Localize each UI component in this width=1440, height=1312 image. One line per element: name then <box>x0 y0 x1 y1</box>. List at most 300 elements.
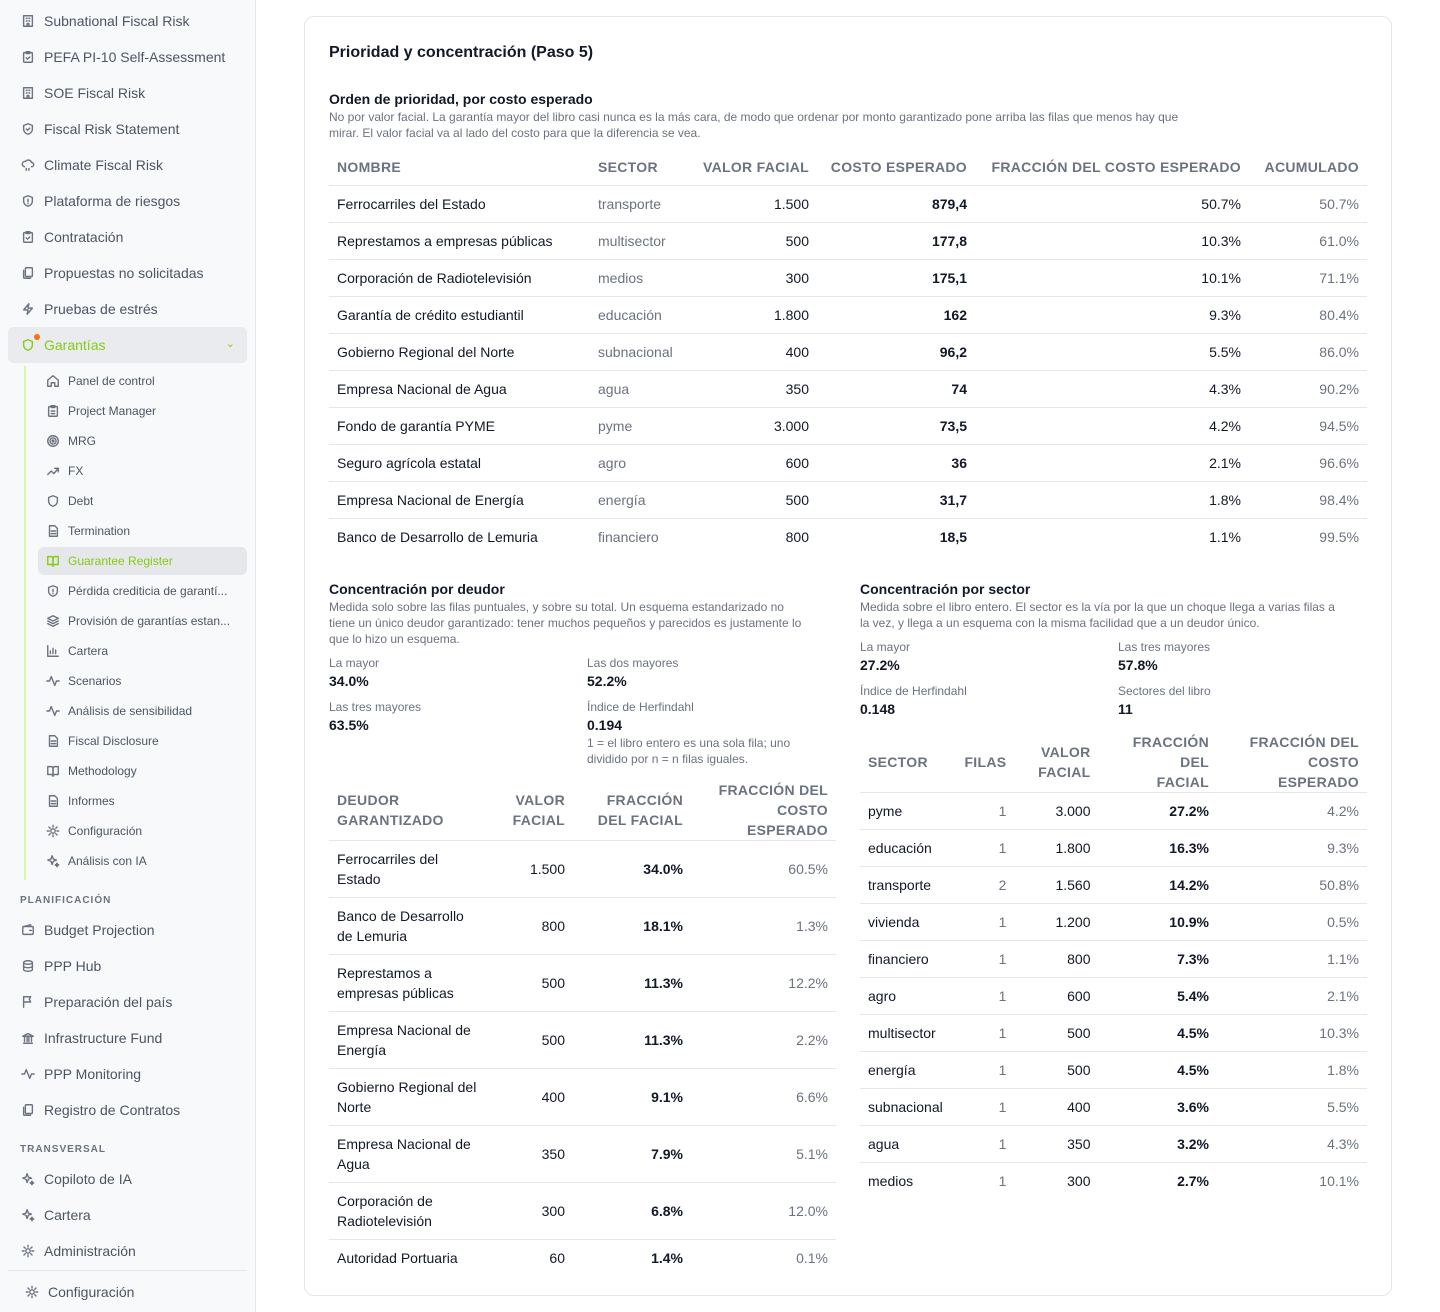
cell-valor-facial: 1.500 <box>686 185 817 222</box>
shield-check-icon <box>20 121 36 137</box>
priority-desc-line2: mirar. El valor facial va al lado del costo para que la diferencia se vea. <box>329 126 701 140</box>
sidebar-item-label: Fiscal Risk Statement <box>44 121 180 137</box>
subitem-project-manager[interactable] <box>38 397 247 425</box>
cell-acumulado: 86.0% <box>1249 333 1367 370</box>
flag-icon <box>20 994 36 1010</box>
cell-sector: subnacional <box>590 333 686 370</box>
subitem-label: Panel de control <box>68 374 155 388</box>
subitem-methodology[interactable] <box>38 757 247 785</box>
sidebar-item-pefa[interactable] <box>8 39 247 75</box>
col-header-acumulado[interactable]: ACUMULADO <box>1264 159 1359 176</box>
cell-valor-facial: 1.560 <box>1014 867 1098 904</box>
subitem-label: FX <box>68 464 84 478</box>
cell-costo-esperado: 31,7 <box>817 481 975 518</box>
cell-valor-facial: 600 <box>1014 978 1098 1015</box>
cell-filas: 1 <box>951 904 1015 941</box>
cell-fraccion-costo: 12.2% <box>691 955 836 1012</box>
sidebar-item-infrastructure-fund[interactable] <box>8 1020 247 1056</box>
table-row[interactable] <box>329 259 1367 296</box>
cell-acumulado: 96.6% <box>1249 444 1367 481</box>
cell-fraccion-facial: 6.8% <box>573 1183 691 1240</box>
col-header-nombre[interactable]: NOMBRE <box>337 159 402 176</box>
layers-icon <box>46 614 60 628</box>
shield-alert-icon <box>46 584 60 598</box>
clipboard-icon <box>46 404 60 418</box>
subitem-label: Provisión de garantías estan... <box>68 614 231 628</box>
cell-fraccion-costo: 9.3% <box>975 296 1249 333</box>
chevron-down-icon[interactable]: ⌄ <box>225 338 235 350</box>
table-row[interactable] <box>860 978 1367 1015</box>
cell-filas: 2 <box>951 867 1015 904</box>
subitem-mrg[interactable] <box>38 427 247 455</box>
cell-acumulado: 98.4% <box>1249 481 1367 518</box>
cell-nombre: Empresa Nacional de Energía <box>329 481 590 518</box>
subitem-label: Fiscal Disclosure <box>68 734 159 748</box>
cell-fraccion-costo: 1.3% <box>691 898 836 955</box>
cell-sector: agua <box>590 370 686 407</box>
table-row[interactable] <box>329 370 1367 407</box>
cell-nombre: Garantía de crédito estudiantil <box>329 296 590 333</box>
table-header-row <box>329 780 836 841</box>
table-row[interactable] <box>329 1183 836 1240</box>
cell-sector: subnacional <box>860 1089 951 1126</box>
cell-fraccion-facial: 10.9% <box>1099 904 1218 941</box>
table-row[interactable] <box>329 1126 836 1183</box>
cell-fraccion-costo: 10.3% <box>975 222 1249 259</box>
table-row[interactable] <box>860 830 1367 867</box>
debtor-top2-value: 52.2% <box>587 673 627 689</box>
table-row[interactable] <box>860 904 1367 941</box>
table-row[interactable] <box>860 793 1367 830</box>
cell-deudor: Gobierno Regional del Norte <box>329 1069 499 1126</box>
subitem-perdida-crediticia[interactable] <box>38 577 247 605</box>
cell-valor-facial: 350 <box>686 370 817 407</box>
cell-deudor: Ferrocarriles del Estado <box>329 841 499 898</box>
cell-deudor: Autoridad Portuaria <box>329 1240 499 1276</box>
file-text-icon <box>46 524 60 538</box>
page-title: Prioridad y concentración (Paso 5) <box>329 44 594 61</box>
cell-fraccion-facial: 5.4% <box>1099 978 1218 1015</box>
shield-icon <box>20 337 36 353</box>
building-icon <box>20 85 36 101</box>
cell-acumulado: 80.4% <box>1249 296 1367 333</box>
cloud-rain-icon <box>20 157 36 173</box>
sidebar-item-label: Preparación del país <box>44 994 173 1010</box>
cell-fraccion-costo: 5.5% <box>975 333 1249 370</box>
cell-nombre: Corporación de Radiotelevisión <box>329 259 590 296</box>
subitem-label: Análisis de sensibilidad <box>68 704 193 718</box>
col-header-fraccion-facial[interactable]: FRACCIÓN DEL FACIAL <box>1132 734 1209 790</box>
sidebar-item-label: Subnational Fiscal Risk <box>44 13 190 29</box>
subitem-configuracion[interactable] <box>38 817 247 845</box>
sidebar-item-label: Copiloto de IA <box>44 1171 132 1187</box>
cell-filas: 1 <box>951 978 1015 1015</box>
landmark-icon <box>20 1030 36 1046</box>
cell-fraccion-facial: 4.5% <box>1099 1015 1218 1052</box>
cell-fraccion-costo: 10.3% <box>1217 1015 1367 1052</box>
subitem-cartera[interactable] <box>38 637 247 665</box>
col-header-sector[interactable]: SECTOR <box>868 754 928 770</box>
priority-desc-line1: No por valor facial. La garantía mayor del libro casi nunca es la más cara, de modo que ordenar por monto garantizado pone arriba las filas que menos hay que <box>329 110 1179 124</box>
cell-nombre: Banco de Desarrollo de Lemuria <box>329 518 590 555</box>
subitem-analisis-sensibilidad[interactable] <box>38 697 247 725</box>
building-icon <box>20 13 36 29</box>
sidebar-item-label: Registro de Contratos <box>44 1102 181 1118</box>
cell-valor-facial: 400 <box>686 333 817 370</box>
cell-valor-facial: 500 <box>1014 1052 1098 1089</box>
table-row[interactable] <box>329 481 1367 518</box>
cell-fraccion-costo: 1.8% <box>975 481 1249 518</box>
cell-valor-facial: 500 <box>499 955 573 1012</box>
sector-hhi-label: Índice de Herfindahl <box>860 684 967 698</box>
subitem-informes[interactable] <box>38 787 247 815</box>
cell-fraccion-facial: 3.6% <box>1099 1089 1218 1126</box>
cell-fraccion-facial: 4.5% <box>1099 1052 1218 1089</box>
subitem-label: Pérdida crediticia de garantí... <box>68 584 228 598</box>
cell-fraccion-costo: 10.1% <box>1217 1163 1367 1200</box>
sidebar-item-fiscal-risk-statement[interactable] <box>8 111 247 147</box>
clipboard-check-icon <box>20 229 36 245</box>
cell-fraccion-costo: 5.1% <box>691 1126 836 1183</box>
cell-nombre: Seguro agrícola estatal <box>329 444 590 481</box>
database-icon <box>20 958 36 974</box>
cell-valor-facial: 400 <box>499 1069 573 1126</box>
target-icon <box>46 434 60 448</box>
sector-desc-line1: Medida sobre el libro entero. El sector es la vía por la que un choque llega a varias filas a <box>860 600 1335 614</box>
sidebar-item-subnational-fiscal-risk[interactable] <box>8 3 247 39</box>
cell-fraccion-costo: 4.2% <box>975 407 1249 444</box>
cell-valor-facial: 350 <box>1014 1126 1098 1163</box>
table-row[interactable] <box>860 1089 1367 1126</box>
gear-icon <box>24 1284 40 1300</box>
col-header-filas[interactable]: FILAS <box>964 754 1007 770</box>
book-open-icon <box>46 764 60 778</box>
cell-fraccion-facial: 11.3% <box>573 1012 691 1069</box>
sidebar-item-label: Configuración <box>48 1284 135 1300</box>
subitem-label: Cartera <box>68 644 109 658</box>
sidebar-item-label: Administración <box>44 1243 136 1259</box>
table-row[interactable] <box>329 898 836 955</box>
cell-sector: multisector <box>860 1015 951 1052</box>
col-header-sector[interactable]: SECTOR <box>598 159 658 176</box>
section-label-planificacion: PLANIFICACIÓN <box>20 895 112 906</box>
sector-hhi-value: 0.148 <box>860 701 896 717</box>
col-header-valor-facial[interactable]: VALOR FACIAL <box>1038 744 1091 780</box>
cell-filas: 1 <box>951 793 1015 830</box>
table-row[interactable] <box>329 407 1367 444</box>
subitem-debt[interactable] <box>38 487 247 515</box>
sidebar-item-label: Pruebas de estrés <box>44 301 158 317</box>
sector-top3-value: 57.8% <box>1118 657 1158 673</box>
cell-nombre: Ferrocarriles del Estado <box>329 185 590 222</box>
cell-sector: medios <box>860 1163 951 1200</box>
col-header-valor-facial[interactable]: VALOR FACIAL <box>512 792 565 828</box>
debtor-top1-value: 34.0% <box>329 673 369 689</box>
home-icon <box>46 374 60 388</box>
subitem-label: Informes <box>68 794 115 808</box>
cell-fraccion-facial: 27.2% <box>1099 793 1218 830</box>
cell-acumulado: 99.5% <box>1249 518 1367 555</box>
cell-sector: agua <box>860 1126 951 1163</box>
cell-filas: 1 <box>951 1126 1015 1163</box>
cell-acumulado: 71.1% <box>1249 259 1367 296</box>
table-row[interactable] <box>329 955 836 1012</box>
cell-sector: financiero <box>590 518 686 555</box>
sidebar-item-label: PEFA PI-10 Self-Assessment <box>44 49 226 65</box>
cell-valor-facial: 1.500 <box>499 841 573 898</box>
cell-fraccion-costo: 1.1% <box>1217 941 1367 978</box>
cell-valor-facial: 800 <box>1014 941 1098 978</box>
cell-costo-esperado: 36 <box>817 444 975 481</box>
cell-costo-esperado: 177,8 <box>817 222 975 259</box>
subitem-analisis-ia[interactable] <box>38 847 247 875</box>
wallet-icon <box>20 922 36 938</box>
debtor-concentration-table <box>329 780 836 1276</box>
subitem-panel-de-control[interactable] <box>38 367 247 395</box>
cell-sector: pyme <box>860 793 951 830</box>
subitem-label: Scenarios <box>68 674 122 688</box>
table-row[interactable] <box>329 185 1367 222</box>
sidebar-item-configuracion-footer[interactable] <box>8 1274 247 1310</box>
subitem-label: Project Manager <box>68 404 157 418</box>
table-row[interactable] <box>329 1240 836 1276</box>
sidebar-item-label: PPP Monitoring <box>44 1066 142 1082</box>
section-label-transversal: TRANSVERSAL <box>20 1144 107 1155</box>
cell-valor-facial: 500 <box>499 1012 573 1069</box>
shield-icon <box>46 494 60 508</box>
sidebar-item-administracion[interactable] <box>8 1233 247 1269</box>
cell-acumulado: 61.0% <box>1249 222 1367 259</box>
sidebar-item-soe-fiscal-risk[interactable] <box>8 75 247 111</box>
zap-icon <box>20 301 36 317</box>
table-row[interactable] <box>329 1012 836 1069</box>
table-row[interactable] <box>860 1126 1367 1163</box>
table-row[interactable] <box>860 1015 1367 1052</box>
sidebar-item-contratacion[interactable] <box>8 219 247 255</box>
cell-costo-esperado: 175,1 <box>817 259 975 296</box>
subitem-label: MRG <box>68 434 96 448</box>
col-header-fraccion-costo[interactable]: FRACCIÓN DEL COSTO ESPERADO <box>718 782 828 838</box>
sidebar-item-label: SOE Fiscal Risk <box>44 85 146 101</box>
sidebar-item-pruebas-estres[interactable] <box>8 291 247 327</box>
cell-nombre: Empresa Nacional de Agua <box>329 370 590 407</box>
sector-concentration-table <box>860 732 1367 1200</box>
cell-sector: agro <box>590 444 686 481</box>
cell-filas: 1 <box>951 1163 1015 1200</box>
cell-fraccion-facial: 7.9% <box>573 1126 691 1183</box>
subitem-provision-garantias[interactable] <box>38 607 247 635</box>
table-row[interactable] <box>860 941 1367 978</box>
cell-sector: transporte <box>860 867 951 904</box>
cell-fraccion-costo: 9.3% <box>1217 830 1367 867</box>
table-row[interactable] <box>329 296 1367 333</box>
cell-fraccion-costo: 50.8% <box>1217 867 1367 904</box>
col-header-fraccion-costo[interactable]: FRACCIÓN DEL COSTO ESPERADO <box>991 159 1241 176</box>
cell-valor-facial: 3.000 <box>686 407 817 444</box>
table-row[interactable] <box>860 1052 1367 1089</box>
subitem-fx[interactable] <box>38 457 247 485</box>
table-row[interactable] <box>860 1163 1367 1200</box>
col-header-deudor[interactable]: DEUDOR GARANTIZADO <box>337 792 444 828</box>
sidebar-item-propuestas[interactable] <box>8 255 247 291</box>
cell-sector: transporte <box>590 185 686 222</box>
cell-fraccion-costo: 2.1% <box>1217 978 1367 1015</box>
sidebar-item-label: Infrastructure Fund <box>44 1030 163 1046</box>
debtor-top3-label: Las tres mayores <box>329 700 422 714</box>
cell-fraccion-costo: 1.1% <box>975 518 1249 555</box>
debtor-top2-label: Las dos mayores <box>587 656 679 670</box>
cell-sector: vivienda <box>860 904 951 941</box>
trending-up-icon <box>46 464 60 478</box>
book-open-icon <box>46 554 60 568</box>
subitem-termination[interactable] <box>38 517 247 545</box>
subitem-label: Debt <box>68 494 94 508</box>
sidebar-item-garantias[interactable] <box>8 327 247 363</box>
cell-valor-facial: 500 <box>686 222 817 259</box>
priority-table <box>329 150 1367 555</box>
debtor-desc-line2: tiene un único deudor garantizado: tener muchos pequeños y parecidos es justamente lo <box>329 616 802 630</box>
subitem-guarantee-register[interactable] <box>38 547 247 575</box>
cell-valor-facial: 400 <box>1014 1089 1098 1126</box>
cell-deudor: Represtamos a empresas públicas <box>329 955 499 1012</box>
cell-fraccion-facial: 34.0% <box>573 841 691 898</box>
cell-fraccion-costo: 10.1% <box>975 259 1249 296</box>
sidebar-item-ppp-monitoring[interactable] <box>8 1056 247 1092</box>
cell-filas: 1 <box>951 1052 1015 1089</box>
sidebar-item-registro-contratos[interactable] <box>8 1092 247 1128</box>
sidebar-item-label: Climate Fiscal Risk <box>44 157 164 173</box>
file-stack-icon <box>20 1102 36 1118</box>
debtor-hhi-label: Índice de Herfindahl <box>587 700 694 714</box>
cell-filas: 1 <box>951 1089 1015 1126</box>
cell-valor-facial: 1.200 <box>1014 904 1098 941</box>
table-header-row <box>860 732 1367 793</box>
sidebar-item-budget-projection[interactable] <box>8 912 247 948</box>
cell-filas: 1 <box>951 830 1015 867</box>
cell-fraccion-facial: 11.3% <box>573 955 691 1012</box>
bar-chart-icon <box>46 644 60 658</box>
cell-costo-esperado: 162 <box>817 296 975 333</box>
cell-sector: energía <box>590 481 686 518</box>
cell-costo-esperado: 18,5 <box>817 518 975 555</box>
sparkles-icon <box>20 1207 36 1223</box>
debtor-hhi-value: 0.194 <box>587 717 623 733</box>
cell-valor-facial: 1.800 <box>1014 830 1098 867</box>
debtor-hhi-note-line1: 1 = el libro entero es una sola fila; uno <box>587 736 791 750</box>
cell-deudor: Corporación de Radiotelevisión <box>329 1183 499 1240</box>
cell-deudor: Empresa Nacional de Agua <box>329 1126 499 1183</box>
activity-icon <box>46 704 60 718</box>
sidebar-item-ppp-hub[interactable] <box>8 948 247 984</box>
cell-acumulado: 90.2% <box>1249 370 1367 407</box>
debtor-desc-line1: Medida solo sobre las filas puntuales, y sobre su total. Un esquema estandarizado no <box>329 600 784 614</box>
alert-dot <box>34 334 40 340</box>
cell-costo-esperado: 96,2 <box>817 333 975 370</box>
table-row[interactable] <box>860 867 1367 904</box>
table-row[interactable] <box>329 444 1367 481</box>
subitem-scenarios[interactable] <box>38 667 247 695</box>
cell-deudor: Banco de Desarrollo de Lemuria <box>329 898 499 955</box>
sidebar-item-label: Cartera <box>44 1207 91 1223</box>
gear-icon <box>46 824 60 838</box>
cell-costo-esperado: 879,4 <box>817 185 975 222</box>
cell-fraccion-facial: 3.2% <box>1099 1126 1218 1163</box>
cell-fraccion-facial: 14.2% <box>1099 867 1218 904</box>
cell-valor-facial: 500 <box>1014 1015 1098 1052</box>
cell-valor-facial: 800 <box>499 898 573 955</box>
debtor-section-title: Concentración por deudor <box>329 581 505 597</box>
sector-desc-line2: la vez, y llega a un esquema con la misma facilidad que a un deudor único. <box>860 616 1260 630</box>
subitem-label: Análisis con IA <box>68 854 147 868</box>
table-row[interactable] <box>329 333 1367 370</box>
cell-fraccion-costo: 12.0% <box>691 1183 836 1240</box>
cell-valor-facial: 600 <box>686 444 817 481</box>
cell-filas: 1 <box>951 1015 1015 1052</box>
cell-fraccion-facial: 1.4% <box>573 1240 691 1276</box>
cell-fraccion-costo: 2.2% <box>691 1012 836 1069</box>
sidebar-item-label: Propuestas no solicitadas <box>44 265 204 281</box>
cell-acumulado: 94.5% <box>1249 407 1367 444</box>
sidebar-item-copiloto-ia[interactable] <box>8 1161 247 1197</box>
table-row[interactable] <box>329 1069 836 1126</box>
cell-fraccion-costo: 2.1% <box>975 444 1249 481</box>
col-header-valor-facial[interactable]: VALOR FACIAL <box>702 159 809 176</box>
sector-count-label: Sectores del libro <box>1118 684 1211 698</box>
cell-fraccion-facial: 2.7% <box>1099 1163 1218 1200</box>
file-stack-icon <box>20 265 36 281</box>
priority-section-title: Orden de prioridad, por costo esperado <box>329 91 593 107</box>
cell-sector: multisector <box>590 222 686 259</box>
col-header-fraccion-facial[interactable]: FRACCIÓN DEL FACIAL <box>597 792 683 828</box>
cell-valor-facial: 60 <box>499 1240 573 1276</box>
cell-valor-facial: 500 <box>686 481 817 518</box>
cell-sector: educación <box>860 830 951 867</box>
cell-nombre: Fondo de garantía PYME <box>329 407 590 444</box>
table-row[interactable] <box>329 841 836 898</box>
cell-nombre: Represtamos a empresas públicas <box>329 222 590 259</box>
subitem-label: Configuración <box>68 824 143 838</box>
cell-filas: 1 <box>951 941 1015 978</box>
subitem-label: Termination <box>68 524 131 538</box>
col-header-fraccion-costo[interactable]: FRACCIÓN DEL COSTO ESPERADO <box>1249 734 1359 790</box>
sidebar-item-label: Plataforma de riesgos <box>44 193 181 209</box>
sidebar-item-plataforma-riesgos[interactable] <box>8 183 247 219</box>
cell-fraccion-facial: 7.3% <box>1099 941 1218 978</box>
file-text-icon <box>46 734 60 748</box>
debtor-hhi-note-line2: dividido por n = n filas iguales. <box>587 752 749 766</box>
cell-costo-esperado: 73,5 <box>817 407 975 444</box>
cell-sector: financiero <box>860 941 951 978</box>
file-text-icon <box>46 794 60 808</box>
cell-valor-facial: 300 <box>686 259 817 296</box>
cell-fraccion-facial: 16.3% <box>1099 830 1218 867</box>
table-row[interactable] <box>329 222 1367 259</box>
cell-valor-facial: 1.800 <box>686 296 817 333</box>
sidebar-item-climate-fiscal-risk[interactable] <box>8 147 247 183</box>
sidebar-item-preparacion-pais[interactable] <box>8 984 247 1020</box>
sector-count-value: 11 <box>1118 701 1133 717</box>
table-row[interactable] <box>329 518 1367 555</box>
sparkles-icon <box>46 854 60 868</box>
col-header-costo-esperado[interactable]: COSTO ESPERADO <box>830 159 967 176</box>
subitem-fiscal-disclosure[interactable] <box>38 727 247 755</box>
cell-fraccion-costo: 5.5% <box>1217 1089 1367 1126</box>
sidebar-item-cartera[interactable] <box>8 1197 247 1233</box>
cell-fraccion-facial: 9.1% <box>573 1069 691 1126</box>
cell-sector: energía <box>860 1052 951 1089</box>
clipboard-check-icon <box>20 49 36 65</box>
sidebar-item-label: Contratación <box>44 229 124 245</box>
